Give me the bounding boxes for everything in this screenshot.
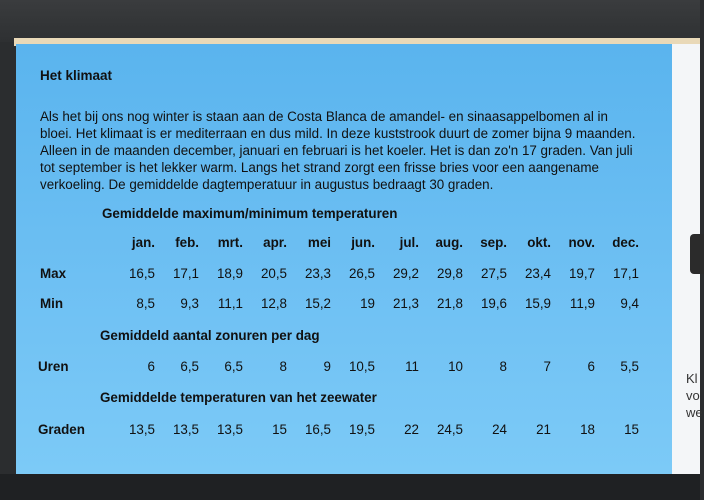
table-cell: 10 (448, 359, 463, 374)
table-cell: 27,5 (480, 266, 507, 281)
table-cell: 8,5 (136, 296, 155, 311)
table-cell: 18,9 (216, 266, 243, 281)
table-cell: 11 (405, 359, 419, 374)
row-label-max: Max (40, 266, 67, 281)
cut-off-text: vo (686, 388, 700, 403)
row-label-min: Min (40, 296, 64, 311)
month-header: jun. (351, 235, 375, 250)
month-header: jul. (399, 235, 419, 250)
cut-off-text: Kl (686, 371, 698, 386)
month-header: dec. (612, 235, 639, 250)
table-cell: 6 (587, 359, 595, 374)
table-cell: 24 (492, 422, 507, 437)
table-cell: 8 (499, 359, 507, 374)
table-cell: 7 (543, 359, 551, 374)
table-cell: 19 (360, 296, 375, 311)
month-header: mei (307, 235, 331, 250)
table-cell: 21,3 (392, 296, 419, 311)
table-cell: 29,2 (392, 266, 419, 281)
table-cell: 5,5 (620, 359, 639, 374)
table-cell: 17,1 (612, 266, 639, 281)
table-cell: 15,9 (524, 296, 551, 311)
month-header: apr. (263, 235, 287, 250)
table-cell: 20,5 (260, 266, 287, 281)
month-header: aug. (435, 235, 463, 250)
table-cell: 9,4 (620, 296, 639, 311)
table-cell: 24,5 (436, 422, 463, 437)
min-temperature-row (16, 296, 672, 316)
table-cell: 23,4 (524, 266, 551, 281)
table-cell: 17,1 (172, 266, 199, 281)
table-cell: 29,8 (436, 266, 463, 281)
month-header: jan. (131, 235, 155, 250)
table-cell: 13,5 (216, 422, 243, 437)
table-cell: 11,1 (217, 296, 243, 311)
seawater-table-heading: Gemiddelde temperaturen van het zeewater (100, 390, 377, 405)
section-title: Het klimaat (40, 68, 113, 83)
sunshine-table-heading: Gemiddeld aantal zonuren per dag (100, 328, 320, 343)
cut-off-text: we (686, 405, 703, 420)
max-temperature-row (16, 266, 672, 286)
seawater-temperature-row (16, 422, 672, 442)
table-cell: 21,8 (436, 296, 463, 311)
table-cell: 9 (323, 359, 331, 374)
month-header: nov. (568, 235, 595, 250)
table-cell: 13,5 (172, 422, 199, 437)
table-cell: 12,8 (260, 296, 287, 311)
table-cell: 10,5 (348, 359, 375, 374)
table-cell: 15 (272, 422, 287, 437)
table-cell: 8 (279, 359, 287, 374)
climate-panel (16, 44, 672, 474)
table-cell: 21 (536, 422, 551, 437)
month-header: sep. (480, 235, 507, 250)
table-cell: 9,3 (180, 296, 199, 311)
table-cell: 6,5 (224, 359, 243, 374)
monitor-bezel-bottom (0, 474, 700, 500)
table-cell: 11,9 (569, 296, 595, 311)
row-label-uren: Uren (38, 359, 69, 374)
months-row (16, 235, 672, 255)
table-cell: 16,5 (128, 266, 155, 281)
adjacent-window-edge (672, 44, 703, 474)
table-cell: 19,6 (480, 296, 507, 311)
sunshine-hours-row (16, 359, 672, 379)
month-header: feb. (175, 235, 199, 250)
table-cell: 26,5 (348, 266, 375, 281)
month-header: mrt. (217, 235, 243, 250)
row-label-graden: Graden (38, 422, 85, 437)
temperature-table-heading: Gemiddelde maximum/minimum temperaturen (102, 206, 398, 221)
table-cell: 16,5 (304, 422, 331, 437)
table-cell: 23,3 (304, 266, 331, 281)
month-header: okt. (527, 235, 551, 250)
table-cell: 6,5 (180, 359, 199, 374)
table-cell: 19,7 (568, 266, 595, 281)
table-cell: 18 (580, 422, 595, 437)
table-cell: 15 (624, 422, 639, 437)
partial-graphic (690, 234, 704, 274)
table-cell: 13,5 (128, 422, 155, 437)
monitor-bezel-top (0, 0, 700, 42)
table-cell: 15,2 (304, 296, 331, 311)
table-cell: 6 (147, 359, 155, 374)
table-cell: 19,5 (348, 422, 375, 437)
table-cell: 22 (404, 422, 419, 437)
climate-paragraph: Als het bij ons nog winter is staan aan de Costa Blanca de amandel- en sinaasappelbomen al in bloei. Het klimaat is er mediterraan en dus mild. In deze kuststrook duurt de zomer bijna 9 maanden. Alleen in de maanden december, januari en februari is het koeler. Het is dan zo'n 17 graden. Van juli tot september is het lekker warm. Langs het strand zorgt een frisse bries voor een aangename verkoeling. De gemiddelde dagtemperatuur in augustus bedraagt 30 graden. (40, 109, 636, 192)
